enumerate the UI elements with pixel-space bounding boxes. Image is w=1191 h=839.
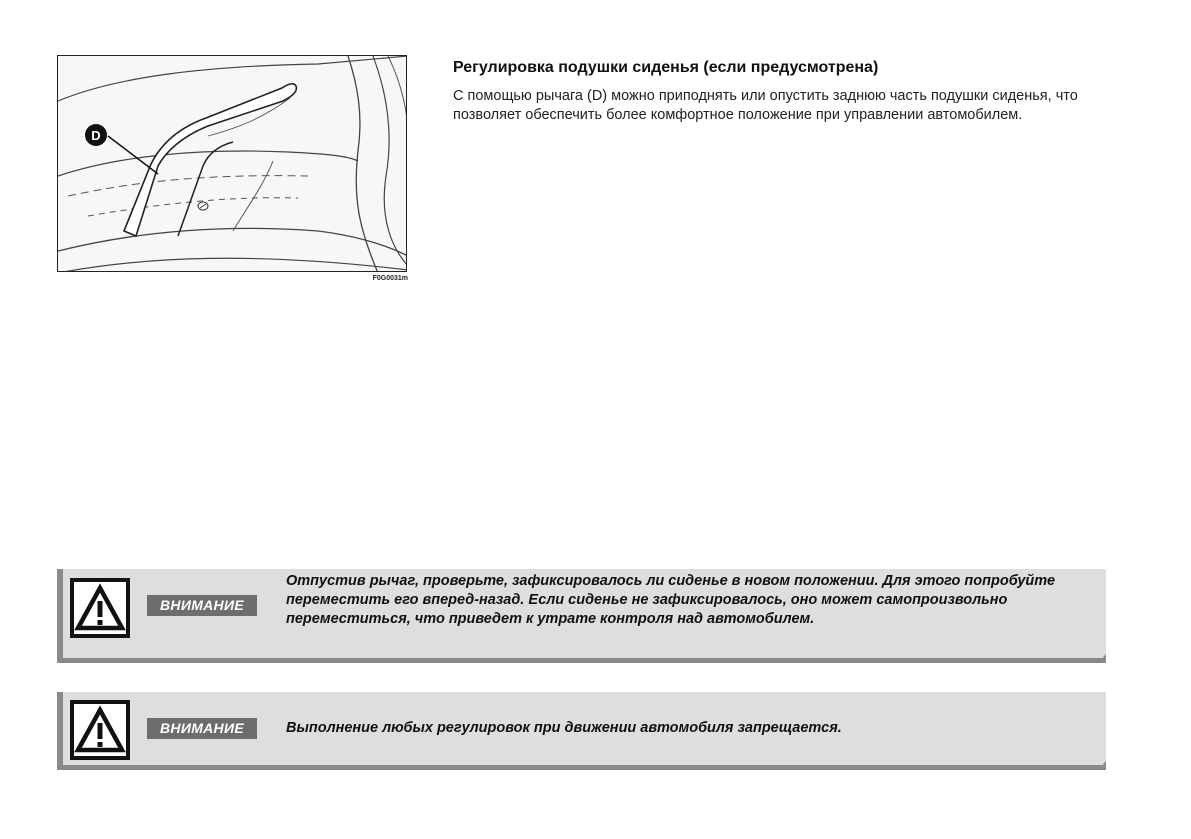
warning-label: ВНИМАНИЕ <box>147 595 257 616</box>
callout-d-label: D <box>91 128 101 143</box>
warning-box <box>57 692 1106 770</box>
warning-label: ВНИМАНИЕ <box>147 718 257 739</box>
section-body: С помощью рычага (D) можно приподнять или опустить заднюю часть подушки сиденья, что позволяет обеспечить более комфортное положение при управлении автомобилем. <box>453 88 1078 123</box>
figure-code: F0G0031m <box>372 275 408 282</box>
warning-text: Отпустив рычаг, проверьте, зафиксировалось ли сиденье в новом положении. Для этого попробуйте переместить его вперед-назад. Если сиденье не зафиксировалось, оно может самопроизвольно переместиться, что приведет к утрате контроля над автомобилем. <box>286 573 1056 627</box>
seat-lever-drawing <box>58 56 407 272</box>
warning-triangle-icon <box>70 700 130 760</box>
warning-triangle-icon <box>70 578 130 638</box>
seat-cushion-section <box>453 58 1108 125</box>
section-title: Регулировка подушки сиденья (если предусмотрена) <box>453 59 879 76</box>
seat-lever-illustration <box>57 55 407 272</box>
warning-box <box>57 569 1106 663</box>
warning-text: Выполнение любых регулировок при движении автомобиля запрещается. <box>286 720 842 736</box>
